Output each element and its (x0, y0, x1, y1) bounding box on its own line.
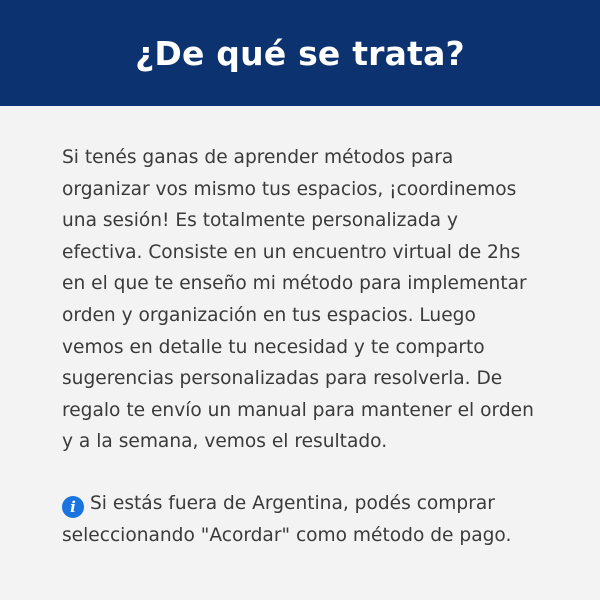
description-line: una sesión! Es totalmente personalizada y (62, 210, 458, 232)
description-line: orden y organización en tus espacios. Luego (62, 304, 476, 326)
info-icon: i (62, 496, 84, 518)
description-line: y a la semana, vemos el resultado. (62, 431, 388, 453)
description-line: organizar vos mismo tus espacios, ¡coordinemos (62, 178, 517, 200)
note-line: Si estás fuera de Argentina, podés comprar (90, 492, 495, 514)
content (62, 142, 552, 551)
description-line: sugerencias personalizadas para resolverla. De (62, 368, 503, 390)
note-line-first (62, 488, 552, 520)
description-line: efectiva. Consiste en un encuentro virtual de 2hs (62, 241, 521, 263)
description-line: regalo te envío un manual para mantener el orden (62, 399, 534, 421)
description-line: Si tenés ganas de aprender métodos para (62, 147, 454, 168)
info-note (62, 488, 552, 551)
description-line: en el que te enseño mi método para implementar (62, 273, 527, 295)
description-paragraph (62, 142, 552, 458)
page-title: ¿De qué se trata? (135, 33, 465, 73)
header-banner (0, 0, 600, 106)
note-line: seleccionando "Acordar" como método de pago. (62, 524, 512, 546)
description-line: vemos en detalle tu necesidad y te comparto (62, 336, 485, 358)
